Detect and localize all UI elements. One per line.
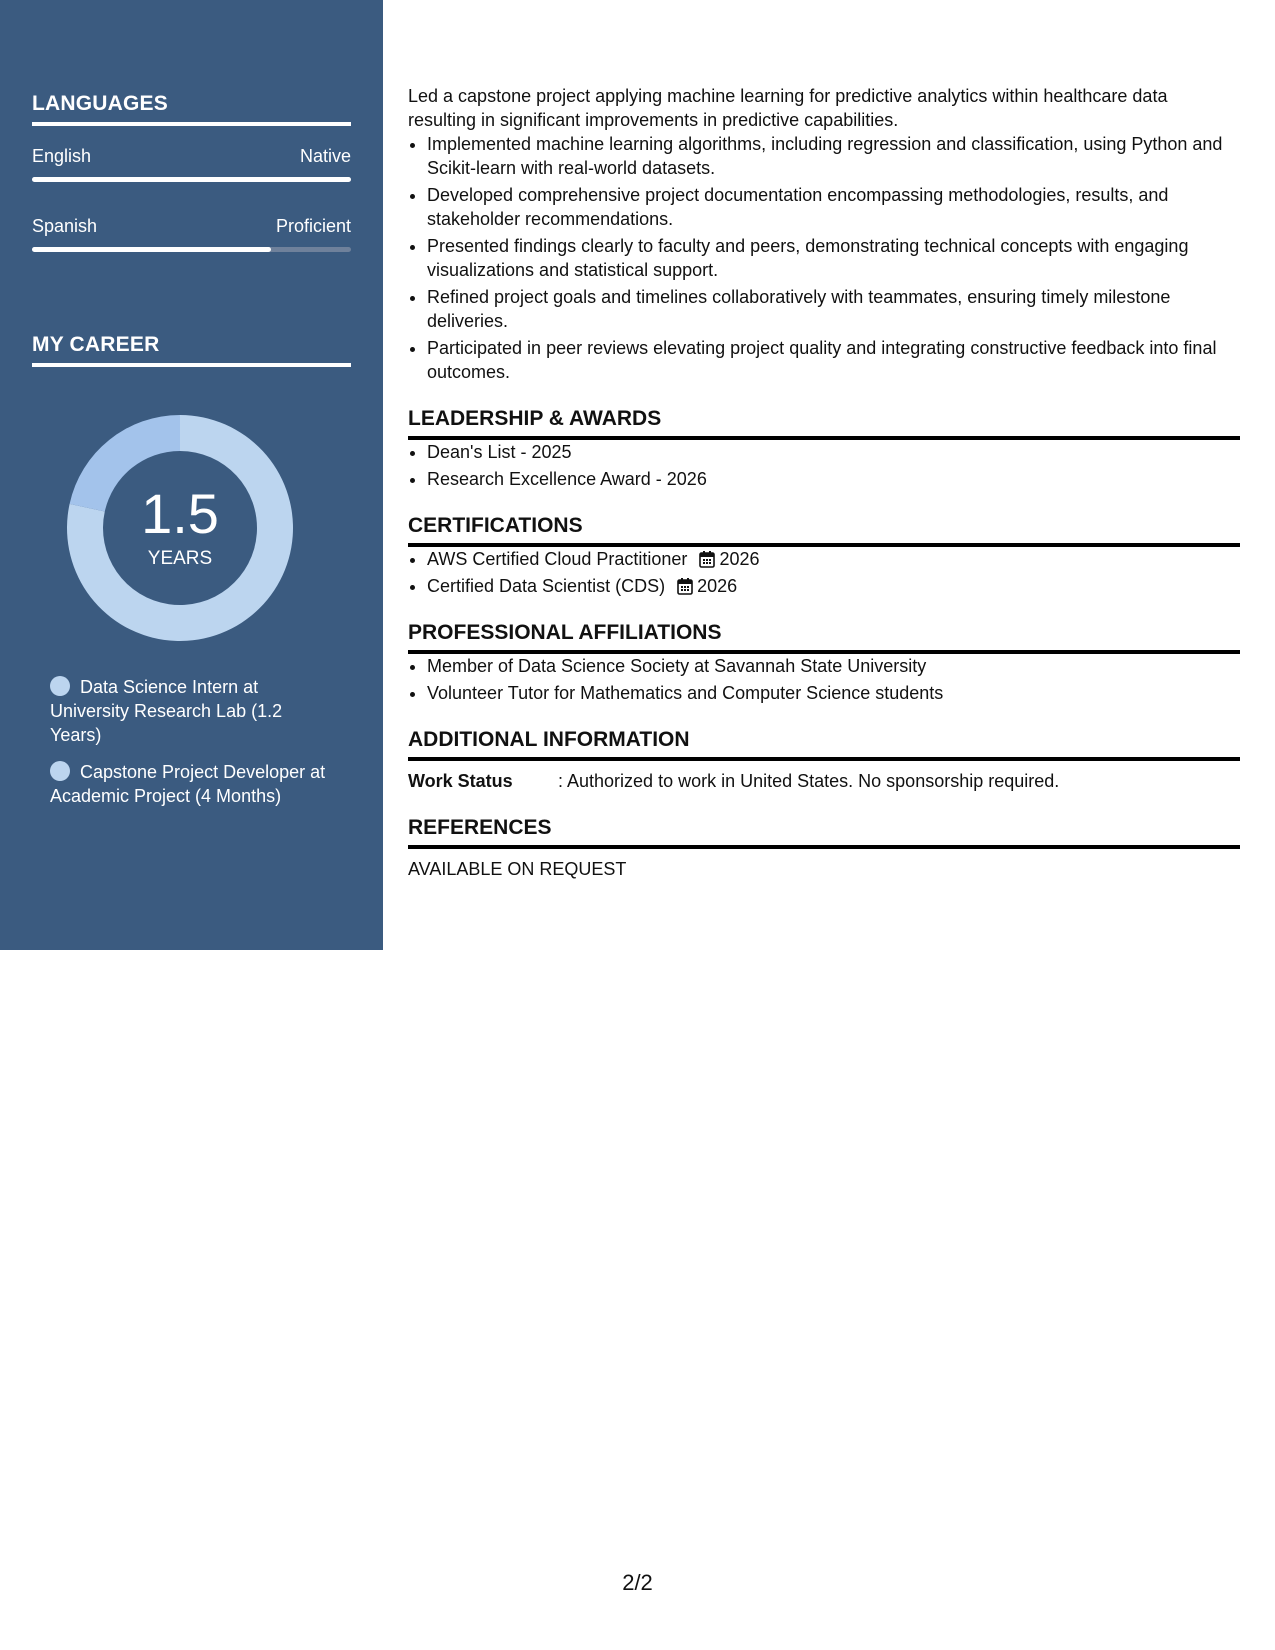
leadership-list [408,440,1240,491]
career-list [50,675,330,821]
language-level: Proficient [275,216,351,236]
career-item-label: Capstone Project Developer at Academic Project (4 Months) [50,762,326,806]
language-bar-fill [32,247,271,252]
list-item: • Implemented machine learning algorithms, including regression and classification, using Python and Scikit-learn with real-world datasets. [427,132,1240,180]
list-item [427,574,1240,598]
project-intro: Led a capstone project applying machine learning for predictive analytics within healthcare data resulting in significant improvements in predictive capabilities. [408,86,1168,130]
calendar-icon [699,550,715,568]
career-section [32,333,351,367]
additional-info-title: ADDITIONAL INFORMATION [408,727,1240,761]
language-bar-fill [32,177,351,182]
career-unit: YEARS [147,548,213,569]
career-title: MY CAREER [32,333,351,367]
language-bar [32,177,351,182]
affiliations-list [408,654,1240,705]
list-item: • Volunteer Tutor for Mathematics and Computer Science students [427,681,1240,705]
work-status-row [408,769,1240,793]
sidebar [0,0,383,950]
career-donut [67,415,293,641]
languages-section [32,92,351,252]
list-item: • Research Excellence Award - 2026 [427,467,1240,491]
language-bar [32,247,351,252]
certifications-list [408,547,1240,598]
work-status-value: : Authorized to work in United States. No sponsorship required. [558,771,1060,791]
certification-name: AWS Certified Cloud Practitioner [427,549,688,569]
certification-year: 2026 [697,576,738,596]
career-total: 1.5 [141,482,219,545]
calendar-icon [677,577,693,595]
affiliations-title: PROFESSIONAL AFFILIATIONS [408,620,1240,654]
career-item-label: Data Science Intern at University Research Lab (1.2 Years) [50,677,283,745]
language-name: English [32,146,92,166]
language-name: Spanish [32,216,98,236]
list-item [427,547,1240,571]
certification-year: 2026 [719,549,760,569]
list-item: • Member of Data Science Society at Savannah State University [427,654,1240,678]
language-item-spanish [32,216,351,252]
career-item [50,675,330,747]
list-item: • Refined project goals and timelines collaboratively with teammates, ensuring timely milestone deliveries. [427,285,1240,333]
page-number: 2/2 [622,1570,653,1595]
work-status-label: Work Status [408,771,513,791]
language-level: Native [299,146,351,166]
career-item [50,760,330,808]
project-bullets [408,132,1240,384]
career-legend-dot [50,676,70,696]
certifications-title: CERTIFICATIONS [408,513,1240,547]
career-legend-dot [50,761,70,781]
languages-title: LANGUAGES [32,92,351,126]
leadership-title: LEADERSHIP & AWARDS [408,406,1240,440]
language-item-english [32,146,351,182]
references-text: AVAILABLE ON REQUEST [408,859,627,879]
list-item: • Presented findings clearly to faculty and peers, demonstrating technical concepts with engaging visualizations and statistical support. [427,234,1240,282]
list-item: • Dean's List - 2025 [427,440,1240,464]
list-item: • Developed comprehensive project documentation encompassing methodologies, results, and stakeholder recommendations. [427,183,1240,231]
certification-name: Certified Data Scientist (CDS) [427,576,666,596]
references-title: REFERENCES [408,815,1240,849]
list-item: • Participated in peer reviews elevating project quality and integrating constructive feedback into final outcomes. [427,336,1240,384]
main-content [408,84,1240,881]
